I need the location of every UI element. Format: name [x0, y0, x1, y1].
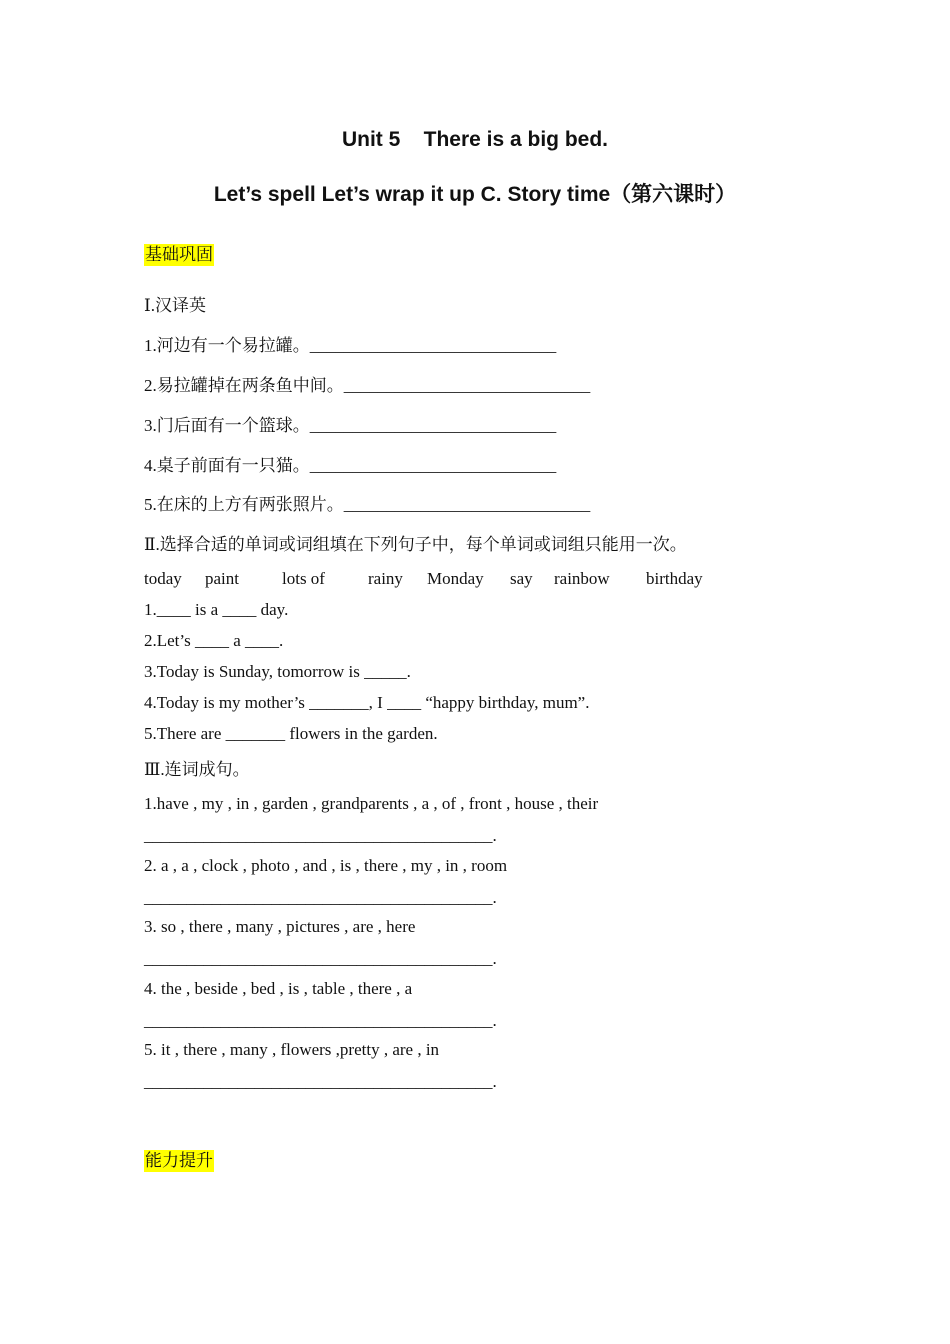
section-basic	[144, 240, 214, 265]
part2-item-3: 3.Today is Sunday, tomorrow is _____.	[144, 662, 411, 681]
part1-heading: Ⅰ.汉译英	[144, 296, 206, 315]
word-bank-item: rainbow	[554, 569, 610, 588]
word-bank-item: paint	[205, 569, 239, 588]
word-bank-item: birthday	[646, 569, 703, 588]
page-title: Unit 5 There is a big bed.	[341, 128, 609, 151]
word-bank-item: lots of	[282, 569, 325, 588]
part2-item-2: 2.Let’s ____ a ____.	[144, 631, 284, 650]
part3-item-2: 2. a , a , clock , photo , and , is , there , my , in , room	[144, 856, 508, 875]
page-subtitle: Let’s spell Let’s wrap it up C. Story time（第六课时）	[213, 183, 737, 206]
part1-item-3: 3.门后面有一个篮球。_____________________________	[144, 416, 557, 435]
part1-item-4: 4.桌子前面有一只猫。_____________________________	[144, 456, 557, 475]
word-bank-item: say	[510, 569, 533, 588]
word-bank-item: Monday	[427, 569, 484, 588]
part3-item-5: 5. it , there , many , flowers ,pretty , are , in	[144, 1040, 440, 1059]
part3-item-1: 1.have , my , in , garden , grandparents , a , of , front , house , their	[144, 794, 599, 813]
part3-answer-line-5: _________________________________________.	[144, 1072, 497, 1091]
part3-answer-line-1: _________________________________________.	[144, 826, 497, 845]
part3-answer-line-3: _________________________________________.	[144, 949, 497, 968]
part2-item-5: 5.There are _______ flowers in the garden.	[144, 724, 438, 743]
section-advanced	[144, 1146, 214, 1171]
section-advanced-label: 能力提升	[145, 1151, 213, 1171]
section-basic-label: 基础巩固	[145, 245, 213, 265]
part2-item-1: 1.____ is a ____ day.	[144, 600, 289, 619]
part3-answer-line-4: _________________________________________.	[144, 1011, 497, 1030]
word-bank-item: today	[144, 569, 182, 588]
part3-item-3: 3. so , there , many , pictures , are , here	[144, 917, 416, 936]
word-bank-item: rainy	[368, 569, 403, 588]
part2-heading: Ⅱ.选择合适的单词或词组填在下列句子中，每个单词或词组只能用一次。	[144, 535, 687, 554]
part3-item-4: 4. the , beside , bed , is , table , there , a	[144, 979, 413, 998]
part3-answer-line-2: _________________________________________.	[144, 888, 497, 907]
part1-item-1: 1.河边有一个易拉罐。_____________________________	[144, 336, 557, 355]
part3-heading: Ⅲ.连词成句。	[144, 760, 250, 779]
part1-item-2: 2.易拉罐掉在两条鱼中间。_____________________________	[144, 376, 591, 395]
part2-item-4: 4.Today is my mother’s _______, I ____ “happy birthday, mum”.	[144, 693, 590, 712]
part1-item-5: 5.在床的上方有两张照片。_____________________________	[144, 495, 591, 514]
